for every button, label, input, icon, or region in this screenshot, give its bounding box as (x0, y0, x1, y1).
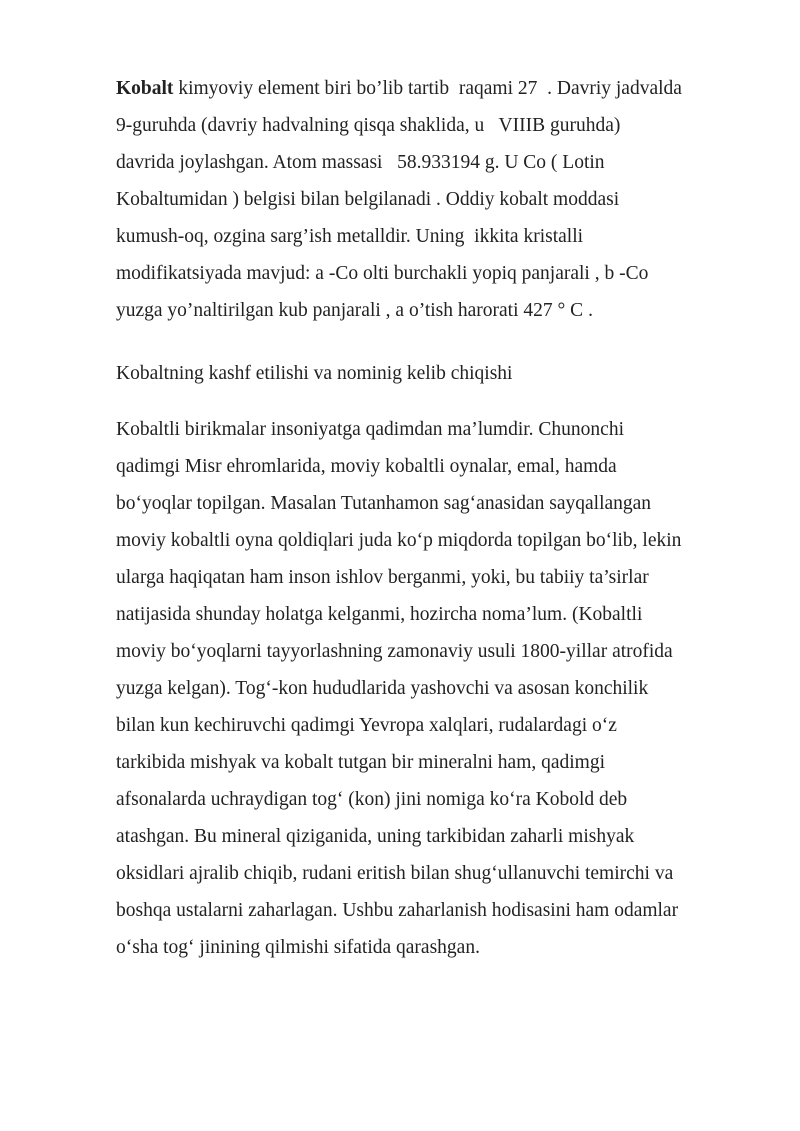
line-text: kimyoviy element biri bo’lib tartib raqami 27 . Davriy jadvalda (173, 78, 682, 99)
paragraph-line: ularga haqiqatan ham inson ishlov berganmi, yoki, bu tabiiy ta’sirlar (116, 567, 649, 588)
paragraph-line: oksidlari ajralib chiqib, rudani eritish bilan shug‘ullanuvchi temirchi va (116, 863, 674, 884)
paragraph-line: yuzga yo’naltirilgan kub panjarali , a o’tish harorati 427 ° C . (116, 300, 593, 321)
paragraph-line: o‘sha tog‘ jinining qilmishi sifatida qarashgan. (116, 937, 480, 958)
paragraph-line: bo‘yoqlar topilgan. Masalan Tutanhamon sag‘anasidan sayqallangan (116, 493, 652, 514)
paragraph-line: modifikatsiyada mavjud: a -Co olti burchakli yopiq panjarali , b -Co (116, 263, 649, 284)
paragraph-line: moviy bo‘yoqlarni tayyorlashning zamonaviy usuli 1800-yillar atrofida (116, 641, 673, 662)
section-heading: Kobaltning kashf etilishi va nominig kelib chiqishi (116, 363, 513, 384)
paragraph-line: Kobaltumidan ) belgisi bilan belgilanadi . Oddiy kobalt moddasi (116, 189, 620, 210)
paragraph-line: natijasida shunday holatga kelganmi, hozircha noma’lum. (Kobaltli (116, 604, 643, 625)
paragraph-line: kumush-oq, ozgina sarg’ish metalldir. Uning ikkita kristalli (116, 226, 584, 247)
paragraph-line: boshqa ustalarni zaharlagan. Ushbu zaharlanish hodisasini ham odamlar (116, 900, 679, 921)
bold-term: Kobalt (116, 78, 174, 99)
paragraph-line: atashgan. Bu mineral qiziganida, uning tarkibidan zaharli mishyak (116, 826, 635, 847)
history-paragraph (116, 411, 746, 966)
intro-paragraph (116, 70, 746, 329)
paragraph-line: qadimgi Misr ehromlarida, moviy kobaltli oynalar, emal, hamda (116, 456, 617, 477)
paragraph-line: yuzga kelgan). Tog‘-kon hududlarida yashovchi va asosan konchilik (116, 678, 649, 699)
paragraph-line: davrida joylashgan. Atom massasi 58.933194 g. U Co ( Lotin (116, 152, 605, 173)
paragraph-line: moviy kobaltli oyna qoldiqlari juda ko‘p miqdorda topilgan bo‘lib, lekin (116, 530, 682, 551)
paragraph-line: bilan kun kechiruvchi qadimgi Yevropa xalqlari, rudalardagi o‘z (116, 715, 617, 736)
paragraph-line (116, 70, 746, 107)
paragraph-line: tarkibida mishyak va kobalt tutgan bir mineralni ham, qadimgi (116, 752, 606, 773)
paragraph-line: afsonalarda uchraydigan tog‘ (kon) jini nomiga ko‘ra Kobold deb (116, 789, 628, 810)
paragraph-line: 9-guruhda (davriy hadvalning qisqa shaklida, u VIIIB guruhda) (116, 115, 621, 136)
paragraph-line: Kobaltli birikmalar insoniyatga qadimdan ma’lumdir. Chunonchi (116, 419, 624, 440)
